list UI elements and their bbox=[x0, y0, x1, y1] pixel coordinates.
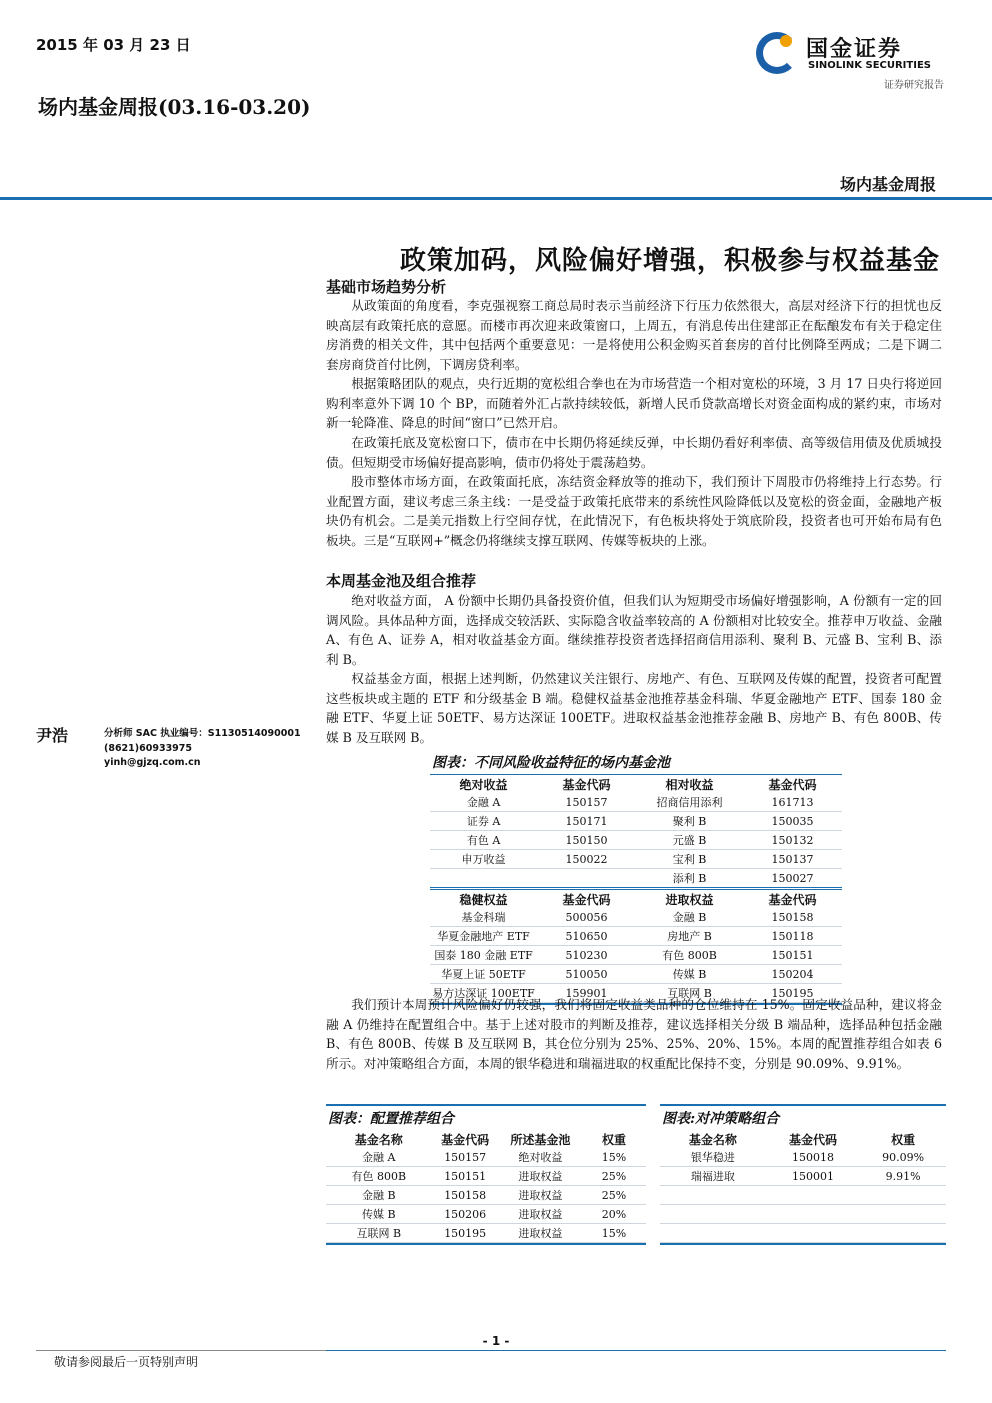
table-cell: 150022 bbox=[537, 850, 636, 869]
report-title: 场内基金周报(03.16-03.20) bbox=[38, 95, 311, 119]
table-cell: 510230 bbox=[537, 946, 636, 965]
table-row bbox=[430, 850, 842, 869]
logo-subtitle: 证券研究报告 bbox=[884, 80, 944, 91]
table-cell: 绝对收益 bbox=[459, 777, 508, 792]
table-cell: 进取权益 bbox=[499, 1167, 582, 1186]
table-cell: 金融 B bbox=[326, 1186, 432, 1205]
table-cell: 传媒 B bbox=[326, 1205, 432, 1224]
table-cell bbox=[860, 1205, 946, 1224]
table-row bbox=[430, 812, 842, 831]
table-cell: 510650 bbox=[537, 927, 636, 946]
table-cell: 150204 bbox=[743, 965, 842, 984]
table-cell: 500056 bbox=[537, 908, 636, 927]
table-cell: 15% bbox=[582, 1148, 646, 1167]
table-cell: 150171 bbox=[537, 812, 636, 831]
table-cell: 房地产 B bbox=[636, 927, 743, 946]
table-cell: 宝利 B bbox=[636, 850, 743, 869]
table-cell bbox=[660, 1224, 766, 1243]
table-cell bbox=[766, 1205, 860, 1224]
table-cell: 基金科瑞 bbox=[430, 908, 537, 927]
table-cell: 华夏金融地产 ETF bbox=[430, 927, 537, 946]
section-heading-market: 基础市场趋势分析 bbox=[326, 278, 447, 296]
table-cell: 150151 bbox=[743, 946, 842, 965]
page-number: - 1 - bbox=[482, 1334, 510, 1348]
author-sac-id: 分析师 SAC 执业编号：S1130514090001 bbox=[104, 728, 301, 739]
table-cell: 进取权益 bbox=[499, 1205, 582, 1224]
table-title: 图表:对冲策略组合 bbox=[660, 1104, 946, 1130]
table-cell: 基金名称 bbox=[688, 1132, 737, 1147]
table-cell: 150137 bbox=[743, 850, 842, 869]
table-cell bbox=[766, 1186, 860, 1205]
table-cell: 150195 bbox=[743, 984, 842, 1003]
table-cell: 150158 bbox=[432, 1186, 499, 1205]
table-cell: 招商信用添利 bbox=[636, 793, 743, 812]
fund-pool-grid bbox=[430, 775, 842, 1003]
table-cell bbox=[860, 1224, 946, 1243]
table-cell: 150035 bbox=[743, 812, 842, 831]
table-title: 图表：不同风险收益特征的场内基金池 bbox=[430, 752, 842, 775]
table-row bbox=[430, 946, 842, 965]
paragraph: 在政策托底及宽松窗口下，债市在中长期仍将延续反弹，中长期仍看好利率债、高等级信用债及优质城投债。但短期受市场偏好提高影响，债市仍将处于震荡趋势。 bbox=[326, 435, 942, 470]
table-cell: 150151 bbox=[432, 1167, 499, 1186]
fund-pool-table bbox=[430, 752, 842, 1005]
table-cell: 150118 bbox=[743, 927, 842, 946]
table-cell: 25% bbox=[582, 1186, 646, 1205]
table-cell: 161713 bbox=[743, 793, 842, 812]
section-heading-fundpool: 本周基金池及组合推荐 bbox=[326, 572, 477, 590]
table-cell bbox=[660, 1186, 766, 1205]
author-info bbox=[104, 727, 301, 771]
table-cell: 权重 bbox=[891, 1132, 916, 1147]
table-cell: 聚利 B bbox=[636, 812, 743, 831]
table-cell: 相对收益 bbox=[665, 777, 714, 792]
table-cell: 互联网 B bbox=[326, 1224, 432, 1243]
logo-en-text: SINOLINK SECURITIES bbox=[808, 60, 931, 71]
table-title: 图表：配置推荐组合 bbox=[326, 1104, 646, 1130]
table-cell: 稳健权益 bbox=[459, 892, 508, 907]
table-header-row bbox=[430, 889, 842, 909]
table-row bbox=[326, 1224, 646, 1243]
table-cell: 基金代码 bbox=[768, 777, 817, 792]
table-row bbox=[326, 1148, 646, 1167]
logo-cn-text: 国金证券 bbox=[806, 37, 903, 62]
paragraph: 根据策略团队的观点，央行近期的宽松组合拳也在为市场营造一个相对宽松的环境，3 月 17 日央行将逆回购利率意外下调 10 个 BP，而随着外汇占款持续较低，新增人民币贷款高增长对资金面构成的紧约束，市场对新一轮降准、降息的时间“窗口”已然开启。 bbox=[326, 376, 942, 431]
table-cell: 150206 bbox=[432, 1205, 499, 1224]
table-cell: 150158 bbox=[743, 908, 842, 927]
table-cell: 基金代码 bbox=[562, 777, 611, 792]
author-phone: (8621)60933975 bbox=[104, 742, 193, 754]
table-row bbox=[430, 793, 842, 812]
table-bottom-rule bbox=[326, 1243, 646, 1245]
table-cell: 159901 bbox=[537, 984, 636, 1003]
table-header-row bbox=[660, 1130, 946, 1148]
paragraph: 从政策面的角度看，李克强视察工商总局时表示当前经济下行压力依然很大，高层对经济下行的担忧也反映高层有政策托底的意愿。而楼市再次迎来政策窗口，上周五，有消息传出住建部正在酝酿发布有关于稳定住房消费的相关文件，其中包括两个重要意见：一是将使用公积金购买首套房的首付比例降至两成；二是下调二套房商贷首付比例，下调房贷利率。 bbox=[326, 298, 942, 372]
table-row bbox=[430, 927, 842, 946]
table-cell: 150001 bbox=[766, 1167, 860, 1186]
table-cell: 证券 A bbox=[430, 812, 537, 831]
table-row bbox=[660, 1205, 946, 1224]
table-cell: 华夏上证 50ETF bbox=[430, 965, 537, 984]
table-cell: 150157 bbox=[432, 1148, 499, 1167]
table-cell: 150150 bbox=[537, 831, 636, 850]
table-bottom-rule bbox=[660, 1243, 946, 1245]
allocation-grid bbox=[326, 1130, 646, 1243]
paragraph: 权益基金方面，根据上述判断，仍然建议关注银行、房地产、有色、互联网及传媒的配置，投资者可配置这些板块或主题的 ETF 和分级基金 B 端。稳健权益基金池推荐基金科瑞、华夏金融地产 ETF、国泰 180 金融 ETF、华夏上证 50ETF、易方达深证 100ETF。进取权益基金池推荐金融 B、房地产 B、有色 800B、传媒 B 及互联网 B。 bbox=[326, 671, 942, 745]
allocation-table bbox=[326, 1104, 646, 1245]
table-header-row bbox=[430, 775, 842, 793]
table-cell: 易方达深证 100ETF bbox=[430, 984, 537, 1003]
table-row bbox=[326, 1205, 646, 1224]
table-cell: 有色 A bbox=[430, 831, 537, 850]
table-cell bbox=[860, 1186, 946, 1205]
table-cell bbox=[766, 1224, 860, 1243]
table-cell: 90.09% bbox=[860, 1148, 946, 1167]
table-cell: 基金代码 bbox=[562, 892, 611, 907]
table-cell: 9.91% bbox=[860, 1167, 946, 1186]
table-cell: 金融 A bbox=[326, 1148, 432, 1167]
sinolink-logo bbox=[756, 30, 946, 91]
table-cell: 15% bbox=[582, 1224, 646, 1243]
table-cell: 互联网 B bbox=[636, 984, 743, 1003]
table-cell: 25% bbox=[582, 1167, 646, 1186]
header-divider bbox=[0, 197, 992, 200]
table-row bbox=[660, 1224, 946, 1243]
table-cell: 20% bbox=[582, 1205, 646, 1224]
table-cell: 进取权益 bbox=[499, 1224, 582, 1243]
hedge-grid bbox=[660, 1130, 946, 1243]
table-cell: 150157 bbox=[537, 793, 636, 812]
table-row bbox=[430, 869, 842, 889]
table-row bbox=[430, 908, 842, 927]
table-row bbox=[660, 1167, 946, 1186]
table-row bbox=[430, 831, 842, 850]
author-name: 尹浩 bbox=[36, 726, 69, 745]
paragraph: 绝对收益方面， A 份额中长期仍具备投资价值，但我们认为短期受市场偏好增强影响，A 份额有一定的回调风险。具体品种方面，选择成交较活跃、实际隐含收益率较高的 A 份额相对比较安全。推荐申万收益、金融 A、有色 A、证券 A，相对收益基金方面。继续推荐投资者选择招商信用添利、聚利 B、元盛 B、宝利 B、添利 B。 bbox=[326, 593, 942, 667]
paragraph: 我们预计本周预计风险偏好仍较强，我们将固定收益类品种的仓位维持在 15%。固定收益品种，建议将金融 A 仍维持在配置组合中。基于上述对股市的判断及推荐，建议选择相关分级 B 端品种，选择品种包括金融 B、有色 800B、传媒 B 及互联网 B，其仓位分别为 25%、25%、20%、15%。本周的配置推荐组合如表 6 所示。对冲策略组合方面，本周的银华稳进和瑞福进取的权重配比保持不变，分别是 90.09%、9.91%。 bbox=[326, 997, 942, 1071]
paragraph: 股市整体市场方面，在政策面托底，冻结资金释放等的推动下，我们预计下周股市仍将维持上行态势。行业配置方面，建议考虑三条主线：一是受益于政策托底带来的系统性风险降低以及宽松的资金面，金融地产板块仍有机会。二是美元指数上行空间存忧，在此情况下，有色板块将处于筑底阶段，投资者也可开始布局有色板块。三是“互联网+”概念仍将继续支撑互联网、传媒等板块的上涨。 bbox=[326, 474, 942, 548]
report-category: 场内基金周报 bbox=[839, 175, 936, 194]
table-cell: 金融 B bbox=[636, 908, 743, 927]
table-cell: 进取权益 bbox=[499, 1186, 582, 1205]
table-cell: 150132 bbox=[743, 831, 842, 850]
report-date: 2015 年 03 月 23 日 bbox=[36, 36, 191, 54]
table-cell: 传媒 B bbox=[636, 965, 743, 984]
table-row bbox=[660, 1186, 946, 1205]
table-cell: 基金代码 bbox=[441, 1132, 490, 1147]
table-cell: 申万收益 bbox=[430, 850, 537, 869]
table-cell: 添利 B bbox=[636, 869, 743, 889]
logo-dot-icon bbox=[780, 35, 792, 47]
table-row bbox=[430, 965, 842, 984]
table-cell: 有色 800B bbox=[326, 1167, 432, 1186]
table-cell: 基金代码 bbox=[768, 892, 817, 907]
table-cell: 510050 bbox=[537, 965, 636, 984]
table-cell: 权重 bbox=[601, 1132, 626, 1147]
table-row bbox=[326, 1186, 646, 1205]
table-header-row bbox=[326, 1130, 646, 1148]
headline: 政策加码，风险偏好增强，积极参与权益基金 bbox=[399, 246, 940, 276]
table-cell: 元盛 B bbox=[636, 831, 743, 850]
table-cell: 所述基金池 bbox=[510, 1132, 571, 1147]
table-cell bbox=[537, 869, 636, 889]
table-cell: 基金代码 bbox=[788, 1132, 837, 1147]
table-cell: 进取权益 bbox=[665, 892, 714, 907]
table-cell: 绝对收益 bbox=[499, 1148, 582, 1167]
table-cell bbox=[660, 1205, 766, 1224]
table-cell: 150027 bbox=[743, 869, 842, 889]
author-email: yinh@gjzq.com.cn bbox=[104, 757, 201, 768]
table-cell: 基金名称 bbox=[354, 1132, 403, 1147]
table-cell: 瑞福进取 bbox=[660, 1167, 766, 1186]
table-cell bbox=[430, 869, 537, 889]
table-cell: 金融 A bbox=[430, 793, 537, 812]
table-cell: 银华稳进 bbox=[660, 1148, 766, 1167]
table-cell: 国泰 180 金融 ETF bbox=[430, 946, 537, 965]
table-row bbox=[326, 1167, 646, 1186]
hedge-table bbox=[660, 1104, 946, 1245]
footer-note: 敬请参阅最后一页特别声明 bbox=[54, 1355, 199, 1369]
table-cell: 150018 bbox=[766, 1148, 860, 1167]
footer-divider-left bbox=[36, 1350, 326, 1351]
footer-divider bbox=[326, 1350, 946, 1351]
table-cell: 150195 bbox=[432, 1224, 499, 1243]
table-cell: 有色 800B bbox=[636, 946, 743, 965]
table-row bbox=[660, 1148, 946, 1167]
